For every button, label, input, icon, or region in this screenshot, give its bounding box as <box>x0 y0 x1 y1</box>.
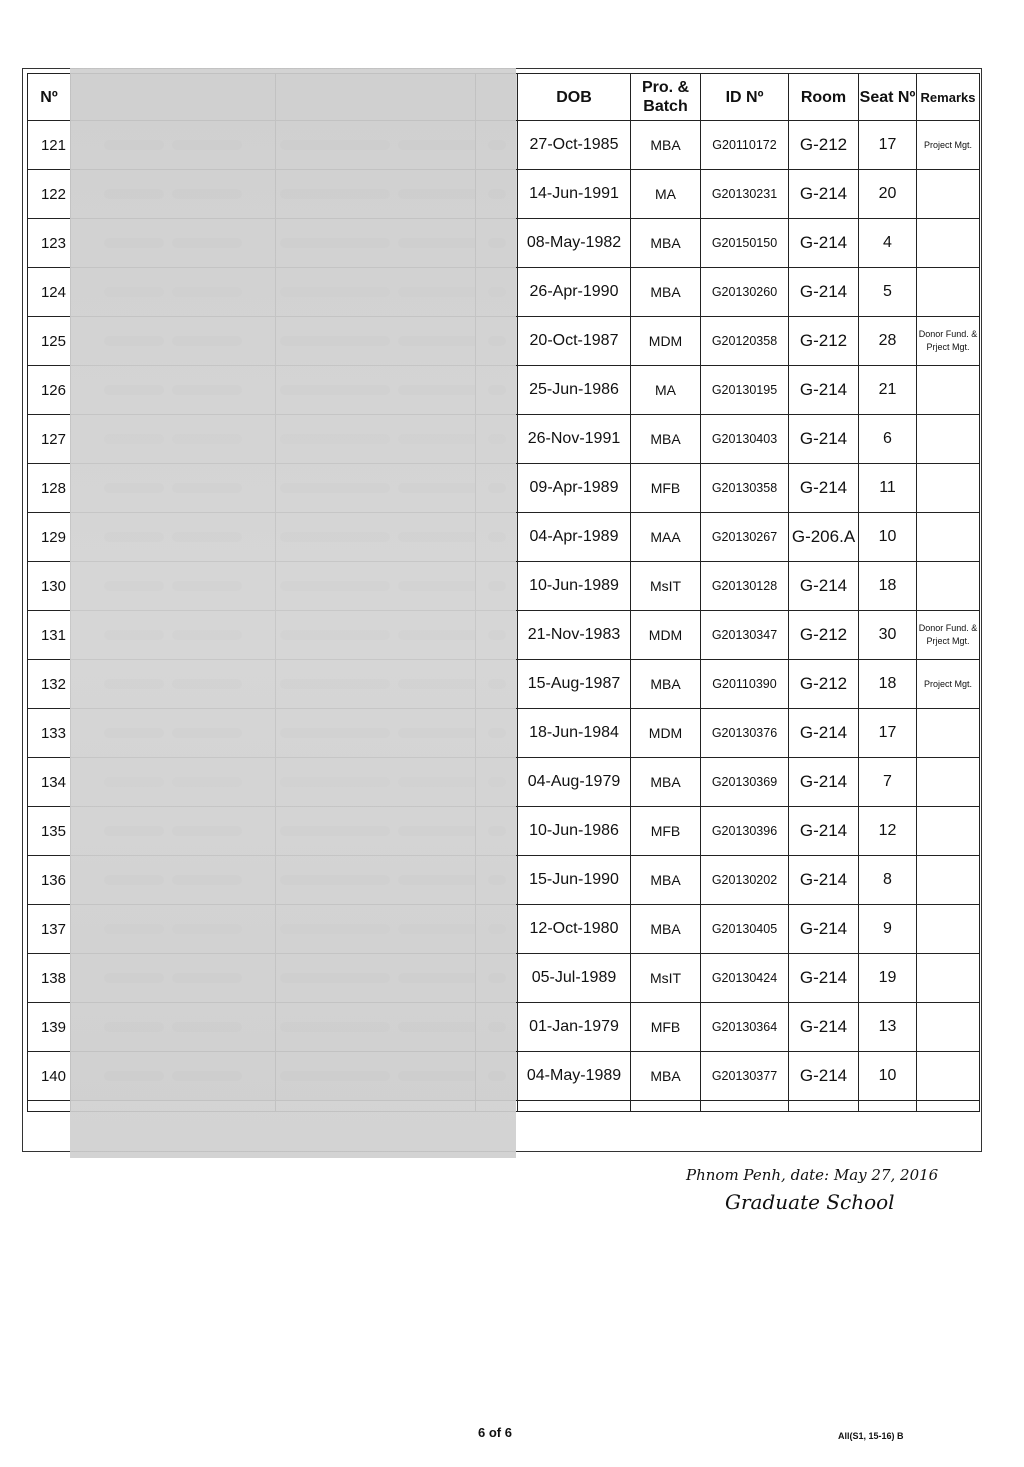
remarks-cell <box>917 464 980 513</box>
row-number: 130 <box>28 562 71 611</box>
remarks-cell <box>917 1052 980 1101</box>
row-number: 127 <box>28 415 71 464</box>
empty-cell <box>631 1101 701 1112</box>
room-cell: G-212 <box>789 121 859 170</box>
remarks-cell <box>917 513 980 562</box>
dob-cell: 18-Jun-1984 <box>518 709 631 758</box>
student-id-cell: G20130364 <box>701 1003 789 1052</box>
dob-cell: 12-Oct-1980 <box>518 905 631 954</box>
row-number: 138 <box>28 954 71 1003</box>
row-number: 126 <box>28 366 71 415</box>
room-cell: G-214 <box>789 219 859 268</box>
page-number: 6 of 6 <box>478 1425 512 1440</box>
dob-cell: 04-Apr-1989 <box>518 513 631 562</box>
row-number: 134 <box>28 758 71 807</box>
col-header-room: Room <box>789 74 859 121</box>
program-cell: MFB <box>631 1003 701 1052</box>
seat-cell: 13 <box>859 1003 917 1052</box>
student-id-cell: G20130347 <box>701 611 789 660</box>
seat-cell: 11 <box>859 464 917 513</box>
student-id-cell: G20130231 <box>701 170 789 219</box>
room-cell: G-214 <box>789 856 859 905</box>
room-cell: G-214 <box>789 268 859 317</box>
program-cell: MBA <box>631 121 701 170</box>
room-cell: G-212 <box>789 317 859 366</box>
program-cell: MA <box>631 170 701 219</box>
student-id-cell: G20130128 <box>701 562 789 611</box>
remarks-cell <box>917 170 980 219</box>
student-id-cell: G20110172 <box>701 121 789 170</box>
room-cell: G-214 <box>789 758 859 807</box>
seat-cell: 17 <box>859 121 917 170</box>
dob-cell: 09-Apr-1989 <box>518 464 631 513</box>
program-cell: MsIT <box>631 562 701 611</box>
dob-cell: 05-Jul-1989 <box>518 954 631 1003</box>
row-number: 136 <box>28 856 71 905</box>
room-cell: G-214 <box>789 1052 859 1101</box>
row-number: 137 <box>28 905 71 954</box>
col-header-seat: Seat Nº <box>859 74 917 121</box>
col-header-id: ID Nº <box>701 74 789 121</box>
program-cell: MBA <box>631 660 701 709</box>
col-header-dob: DOB <box>518 74 631 121</box>
student-id-cell: G20130195 <box>701 366 789 415</box>
seat-cell: 12 <box>859 807 917 856</box>
student-id-cell: G20130405 <box>701 905 789 954</box>
empty-cell <box>859 1101 917 1112</box>
seat-cell: 6 <box>859 415 917 464</box>
seat-cell: 8 <box>859 856 917 905</box>
room-cell: G-214 <box>789 366 859 415</box>
program-cell: MBA <box>631 268 701 317</box>
program-cell: MDM <box>631 709 701 758</box>
remarks-cell: Donor Fund. & Prject Mgt. <box>917 611 980 660</box>
remarks-cell <box>917 562 980 611</box>
student-id-cell: G20130396 <box>701 807 789 856</box>
remarks-cell: Project Mgt. <box>917 660 980 709</box>
program-cell: MAA <box>631 513 701 562</box>
row-number: 133 <box>28 709 71 758</box>
dob-cell: 14-Jun-1991 <box>518 170 631 219</box>
empty-cell <box>28 1101 71 1112</box>
seat-cell: 5 <box>859 268 917 317</box>
dob-cell: 04-May-1989 <box>518 1052 631 1101</box>
dob-cell: 20-Oct-1987 <box>518 317 631 366</box>
dob-cell: 15-Jun-1990 <box>518 856 631 905</box>
student-id-cell: G20130358 <box>701 464 789 513</box>
room-cell: G-214 <box>789 464 859 513</box>
dob-cell: 04-Aug-1979 <box>518 758 631 807</box>
remarks-cell: Donor Fund. & Prject Mgt. <box>917 317 980 366</box>
student-id-cell: G20110390 <box>701 660 789 709</box>
remarks-cell <box>917 219 980 268</box>
program-cell: MA <box>631 366 701 415</box>
remarks-cell <box>917 268 980 317</box>
room-cell: G-206.A <box>789 513 859 562</box>
program-cell: MDM <box>631 611 701 660</box>
remarks-cell <box>917 366 980 415</box>
seat-cell: 10 <box>859 1052 917 1101</box>
room-cell: G-214 <box>789 709 859 758</box>
seat-cell: 19 <box>859 954 917 1003</box>
student-id-cell: G20150150 <box>701 219 789 268</box>
row-number: 123 <box>28 219 71 268</box>
student-id-cell: G20130403 <box>701 415 789 464</box>
room-cell: G-212 <box>789 660 859 709</box>
program-cell: MBA <box>631 758 701 807</box>
program-cell: MBA <box>631 905 701 954</box>
room-cell: G-214 <box>789 1003 859 1052</box>
col-header-no: Nº <box>28 74 71 121</box>
dob-cell: 01-Jan-1979 <box>518 1003 631 1052</box>
program-cell: MBA <box>631 856 701 905</box>
program-cell: MBA <box>631 219 701 268</box>
program-cell: MFB <box>631 464 701 513</box>
footer-place-date: Phnom Penh, date: May 27, 2016 <box>686 1166 939 1184</box>
seat-cell: 10 <box>859 513 917 562</box>
student-id-cell: G20130424 <box>701 954 789 1003</box>
remarks-cell <box>917 905 980 954</box>
row-number: 125 <box>28 317 71 366</box>
program-cell: MsIT <box>631 954 701 1003</box>
seat-cell: 30 <box>859 611 917 660</box>
room-cell: G-212 <box>789 611 859 660</box>
dob-cell: 26-Apr-1990 <box>518 268 631 317</box>
room-cell: G-214 <box>789 562 859 611</box>
row-number: 139 <box>28 1003 71 1052</box>
seat-cell: 4 <box>859 219 917 268</box>
room-cell: G-214 <box>789 170 859 219</box>
seat-cell: 18 <box>859 660 917 709</box>
program-cell: MBA <box>631 1052 701 1101</box>
row-number: 122 <box>28 170 71 219</box>
empty-cell <box>701 1101 789 1112</box>
dob-cell: 10-Jun-1986 <box>518 807 631 856</box>
remarks-cell <box>917 709 980 758</box>
seat-cell: 28 <box>859 317 917 366</box>
col-header-program-batch: Pro. & Batch <box>631 74 701 121</box>
row-number: 140 <box>28 1052 71 1101</box>
student-id-cell: G20130260 <box>701 268 789 317</box>
seat-cell: 21 <box>859 366 917 415</box>
row-number: 124 <box>28 268 71 317</box>
row-number: 132 <box>28 660 71 709</box>
remarks-cell <box>917 758 980 807</box>
student-id-cell: G20130376 <box>701 709 789 758</box>
remarks-cell <box>917 415 980 464</box>
col-header-remarks: Remarks <box>917 74 980 121</box>
program-cell: MFB <box>631 807 701 856</box>
student-id-cell: G20130267 <box>701 513 789 562</box>
row-number: 121 <box>28 121 71 170</box>
empty-cell <box>518 1101 631 1112</box>
room-cell: G-214 <box>789 807 859 856</box>
dob-cell: 26-Nov-1991 <box>518 415 631 464</box>
program-cell: MBA <box>631 415 701 464</box>
room-cell: G-214 <box>789 415 859 464</box>
remarks-cell: Project Mgt. <box>917 121 980 170</box>
student-id-cell: G20130369 <box>701 758 789 807</box>
room-cell: G-214 <box>789 905 859 954</box>
seat-cell: 17 <box>859 709 917 758</box>
dob-cell: 25-Jun-1986 <box>518 366 631 415</box>
program-cell: MDM <box>631 317 701 366</box>
row-number: 131 <box>28 611 71 660</box>
seat-cell: 20 <box>859 170 917 219</box>
remarks-cell <box>917 1003 980 1052</box>
dob-cell: 10-Jun-1989 <box>518 562 631 611</box>
student-id-cell: G20130377 <box>701 1052 789 1101</box>
row-number: 129 <box>28 513 71 562</box>
seat-cell: 7 <box>859 758 917 807</box>
empty-cell <box>917 1101 980 1112</box>
remarks-cell <box>917 954 980 1003</box>
empty-cell <box>789 1101 859 1112</box>
name-redaction-blur <box>70 68 516 1158</box>
remarks-cell <box>917 807 980 856</box>
student-id-cell: G20130202 <box>701 856 789 905</box>
student-id-cell: G20120358 <box>701 317 789 366</box>
dob-cell: 21-Nov-1983 <box>518 611 631 660</box>
footer-issuer: Graduate School <box>725 1190 895 1214</box>
seat-cell: 9 <box>859 905 917 954</box>
dob-cell: 08-May-1982 <box>518 219 631 268</box>
document-code: All(S1, 15-16) B <box>838 1431 904 1441</box>
dob-cell: 27-Oct-1985 <box>518 121 631 170</box>
room-cell: G-214 <box>789 954 859 1003</box>
row-number: 128 <box>28 464 71 513</box>
seat-cell: 18 <box>859 562 917 611</box>
dob-cell: 15-Aug-1987 <box>518 660 631 709</box>
remarks-cell <box>917 856 980 905</box>
row-number: 135 <box>28 807 71 856</box>
